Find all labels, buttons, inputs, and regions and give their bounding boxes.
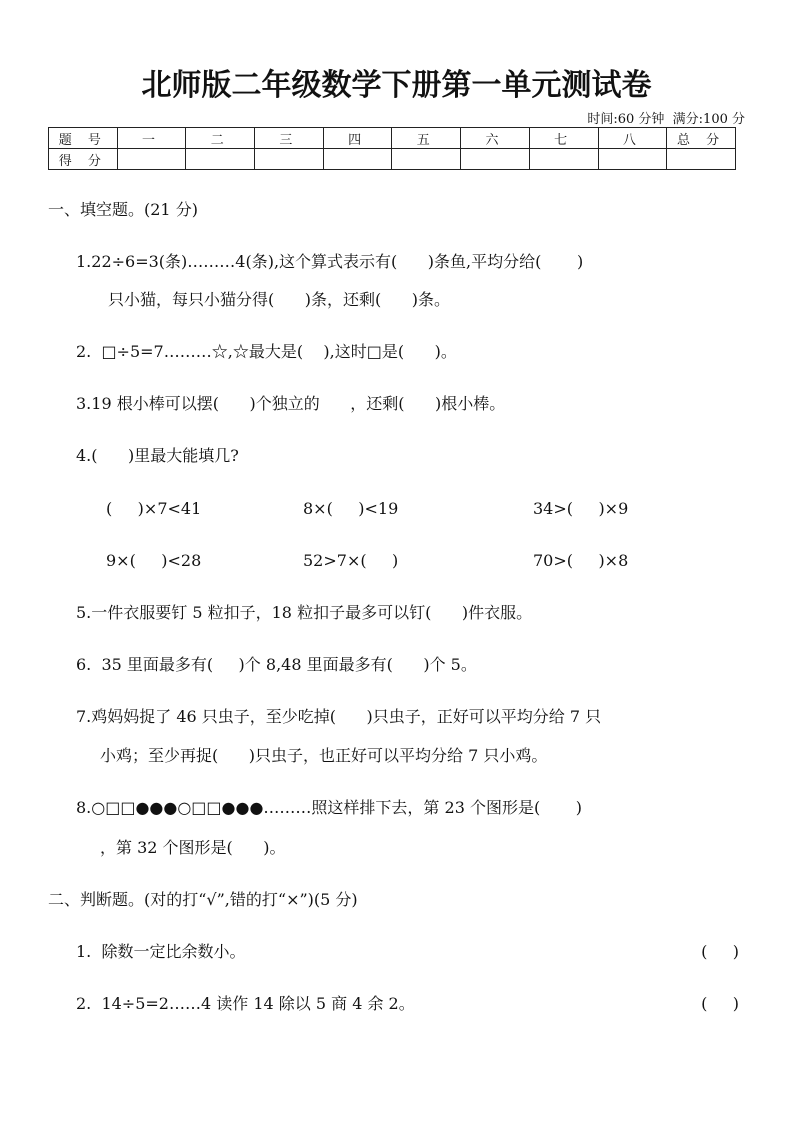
- score-table-score-row: [49, 149, 736, 170]
- judge-item-1-text: 1. 除数一定比余数小。: [76, 942, 246, 961]
- header-cell: 五: [392, 128, 461, 149]
- question-4: 4.( )里最大能填几?: [76, 446, 239, 465]
- header-cell: 一: [117, 128, 186, 149]
- header-cell: 三: [255, 128, 324, 149]
- question-4-item: 70>( )×8: [533, 551, 629, 570]
- header-cell: 题 号: [49, 128, 118, 149]
- score-cell[interactable]: [323, 149, 392, 170]
- question-5: 5.一件衣服要钉 5 粒扣子，18 粒扣子最多可以钉( )件衣服。: [76, 603, 533, 622]
- section-2-heading: 二、判断题。(对的打“√”,错的打“×”)(5 分): [48, 890, 358, 909]
- question-6: 6. 35 里面最多有( )个 8,48 里面最多有( )个 5。: [76, 655, 477, 674]
- question-7-line-2: 小鸡；至少再捉( )只虫子，也正好可以平均分给 7 只小鸡。: [100, 746, 548, 765]
- question-4-item: ( )×7<41: [106, 499, 202, 518]
- page-title: 北师版二年级数学下册第一单元测试卷: [141, 68, 652, 103]
- judge-item-1-answer-box[interactable]: ( ): [701, 942, 739, 961]
- question-8-line-2: ，第 32 个图形是( )。: [100, 838, 286, 857]
- exam-meta: 时间:60 分钟 满分:100 分: [587, 112, 745, 127]
- question-4-item: 8×( )<19: [303, 499, 399, 518]
- question-4-item: 34>( )×9: [533, 499, 629, 518]
- score-cell[interactable]: [461, 149, 530, 170]
- score-cell[interactable]: [667, 149, 736, 170]
- score-table: [48, 127, 736, 170]
- header-cell: 总 分: [667, 128, 736, 149]
- score-table-header-row: [49, 128, 736, 149]
- question-2: 2. □÷5=7………☆,☆最大是( ),这时□是( )。: [76, 342, 457, 361]
- header-cell: 六: [461, 128, 530, 149]
- score-cell[interactable]: [392, 149, 461, 170]
- judge-item-2-answer-box[interactable]: ( ): [701, 994, 739, 1013]
- score-cell[interactable]: [117, 149, 186, 170]
- question-1-line-2: 只小猫，每只小猫分得( )条，还剩( )条。: [108, 290, 451, 309]
- judge-item-2-text: 2. 14÷5=2……4 读作 14 除以 5 商 4 余 2。: [76, 994, 415, 1013]
- score-cell[interactable]: [598, 149, 667, 170]
- header-cell: 二: [186, 128, 255, 149]
- score-cell[interactable]: [186, 149, 255, 170]
- score-cell[interactable]: [529, 149, 598, 170]
- question-1-line-1: 1.22÷6=3(条)………4(条),这个算式表示有( )条鱼,平均分给( ): [76, 252, 584, 271]
- section-1-heading: 一、填空题。(21 分): [48, 200, 198, 219]
- score-cell[interactable]: [255, 149, 324, 170]
- question-8-line-1: 8.○□□●●●○□□●●●………照这样排下去，第 23 个图形是( ): [76, 798, 583, 817]
- question-4-item: 52>7×( ): [303, 551, 399, 570]
- score-row-label: 得 分: [49, 149, 118, 170]
- question-7-line-1: 7.鸡妈妈捉了 46 只虫子，至少吃掉( )只虫子，正好可以平均分给 7 只: [76, 707, 602, 726]
- header-cell: 七: [529, 128, 598, 149]
- question-4-item: 9×( )<28: [106, 551, 202, 570]
- header-cell: 八: [598, 128, 667, 149]
- header-cell: 四: [323, 128, 392, 149]
- question-3: 3.19 根小棒可以摆( )个独立的 ，还剩( )根小棒。: [76, 394, 506, 413]
